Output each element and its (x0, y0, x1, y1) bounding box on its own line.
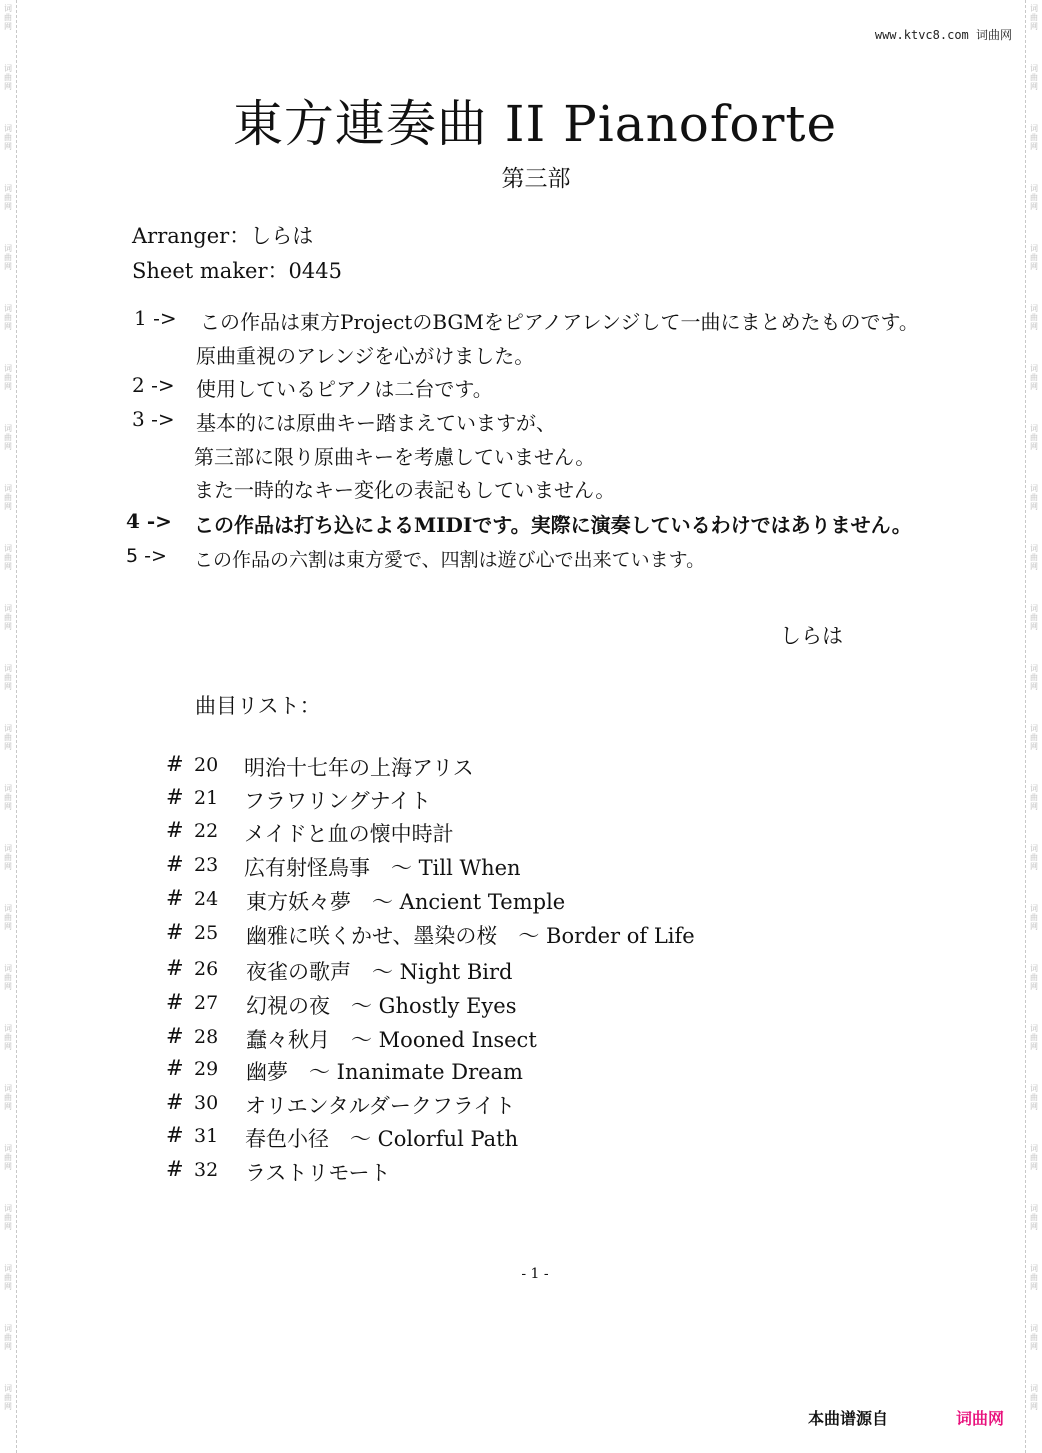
track-number: 26 (194, 958, 219, 980)
watermark-mark: 词 曲 网 (4, 4, 12, 31)
watermark-mark: 词 曲 网 (4, 964, 12, 991)
note-number: 1 -> (134, 306, 177, 330)
watermark-mark: 词 曲 网 (4, 904, 12, 931)
track-hash: # (166, 852, 184, 876)
footer-source-label: 本曲谱源自 (808, 1409, 889, 1428)
track-number: 28 (194, 1026, 219, 1048)
watermark-mark: 词 曲 网 (4, 784, 12, 811)
track-number: 22 (194, 820, 219, 842)
track-number: 29 (194, 1058, 219, 1080)
watermark-mark: 词 曲 网 (4, 364, 12, 391)
note-number: 4 -> (126, 509, 172, 533)
watermark-mark: 词 曲 网 (1030, 424, 1038, 451)
watermark-mark: 词 曲 网 (1030, 64, 1038, 91)
watermark-mark: 词 曲 网 (1030, 1204, 1038, 1231)
track-hash: # (166, 920, 184, 944)
watermark-mark: 词 曲 网 (1030, 1384, 1038, 1411)
page-title: 東方連奏曲 II Pianoforte (232, 95, 838, 153)
page-subtitle: 第三部 (501, 166, 571, 192)
track-number: 30 (194, 1092, 219, 1114)
track-number: 25 (194, 922, 219, 944)
arranger-line: Arranger：しらは (132, 224, 314, 248)
note-line: 第三部に限り原曲キーを考慮していません。 (194, 445, 596, 469)
watermark-mark: 词 曲 网 (1030, 1024, 1038, 1051)
track-hash: # (166, 1024, 184, 1048)
track-title: 春色小径 ～ Colorful Path (245, 1127, 519, 1151)
track-hash: # (166, 990, 184, 1014)
note-number: 2 -> (132, 373, 175, 397)
note-line: また一時的なキー変化の表記もしていません。 (194, 478, 616, 502)
watermark-mark: 词 曲 网 (4, 1144, 12, 1171)
note-line: 基本的には原曲キー踏まえていますが、 (196, 411, 556, 435)
watermark-mark: 词 曲 网 (4, 1384, 12, 1411)
track-hash: # (166, 818, 184, 842)
watermark-mark: 词 曲 网 (1030, 964, 1038, 991)
watermark-mark: 词 曲 网 (4, 544, 12, 571)
track-title: ラストリモート (245, 1161, 391, 1185)
watermark-mark: 词 曲 网 (4, 1324, 12, 1351)
watermark-mark: 词 曲 网 (1030, 1324, 1038, 1351)
note-line: この作品の六割は東方愛で、四割は遊び心で出来ています。 (194, 549, 706, 571)
watermark-mark: 词 曲 网 (1030, 244, 1038, 271)
watermark-mark: 词 曲 网 (1030, 484, 1038, 511)
track-number: 31 (194, 1125, 219, 1147)
watermark-mark: 词 曲 网 (4, 604, 12, 631)
track-title: オリエンタルダークフライト (245, 1094, 516, 1118)
track-title: 東方妖々夢 ～ Ancient Temple (246, 890, 566, 914)
track-number: 21 (194, 787, 219, 809)
track-title: 夜雀の歌声 ～ Night Bird (246, 960, 513, 984)
note-line: 使用しているピアノは二台です。 (196, 377, 493, 401)
watermark-mark: 词 曲 网 (1030, 604, 1038, 631)
watermark-mark: 词 曲 网 (1030, 364, 1038, 391)
watermark-mark: 词 曲 网 (4, 424, 12, 451)
signature: しらは (780, 624, 843, 648)
watermark-mark: 词 曲 网 (4, 1264, 12, 1291)
watermark-mark: 词 曲 网 (4, 244, 12, 271)
watermark-mark: 词 曲 网 (4, 184, 12, 211)
watermark-mark: 词 曲 网 (1030, 844, 1038, 871)
track-hash: # (166, 752, 184, 776)
watermark-mark: 词 曲 网 (1030, 544, 1038, 571)
right-watermark-strip (1025, 0, 1042, 1453)
watermark-mark: 词 曲 网 (1030, 1264, 1038, 1291)
watermark-mark: 词 曲 网 (4, 64, 12, 91)
track-list-title: 曲目リスト： (195, 694, 321, 718)
note-number: 5 -> (126, 545, 167, 567)
watermark-mark: 词 曲 网 (1030, 1084, 1038, 1111)
watermark-mark: 词 曲 网 (4, 724, 12, 751)
site-url[interactable]: www.ktvc8.com 词曲网 (874, 28, 1012, 42)
watermark-mark: 词 曲 网 (1030, 664, 1038, 691)
note-line: この作品は打ち込によるMIDIです。実際に演奏しているわけではありません。 (194, 513, 912, 537)
track-number: 24 (194, 888, 219, 910)
watermark-mark: 词 曲 网 (1030, 124, 1038, 151)
watermark-mark: 词 曲 网 (4, 844, 12, 871)
track-title: 広有射怪鳥事 ～ Till When (244, 856, 521, 880)
watermark-mark: 词 曲 网 (4, 304, 12, 331)
track-number: 27 (194, 992, 219, 1014)
watermark-mark: 词 曲 网 (4, 484, 12, 511)
track-title: 幻視の夜 ～ Ghostly Eyes (246, 994, 517, 1018)
track-title: メイドと血の懐中時計 (244, 822, 454, 846)
watermark-mark: 词 曲 网 (1030, 1144, 1038, 1171)
track-hash: # (166, 1056, 184, 1080)
sheet-maker-line: Sheet maker：0445 (132, 259, 342, 283)
watermark-mark: 词 曲 网 (1030, 304, 1038, 331)
watermark-mark: 词 曲 网 (1030, 784, 1038, 811)
watermark-mark: 词 曲 网 (4, 1204, 12, 1231)
track-hash: # (166, 886, 184, 910)
watermark-mark: 词 曲 网 (1030, 4, 1038, 31)
track-hash: # (166, 785, 184, 809)
track-number: 23 (194, 854, 219, 876)
watermark-mark: 词 曲 网 (4, 124, 12, 151)
note-line: 原曲重視のアレンジを心がけました。 (196, 344, 535, 368)
track-hash: # (166, 1157, 184, 1181)
track-title: 蠢々秋月 ～ Mooned Insect (246, 1028, 537, 1052)
track-hash: # (166, 956, 184, 980)
note-number: 3 -> (132, 407, 175, 431)
track-hash: # (166, 1123, 184, 1147)
track-number: 20 (194, 754, 219, 776)
watermark-mark: 词 曲 网 (4, 1084, 12, 1111)
watermark-mark: 词 曲 网 (1030, 184, 1038, 211)
watermark-mark: 词 曲 网 (1030, 904, 1038, 931)
left-watermark-strip (0, 0, 17, 1453)
watermark-mark: 词 曲 网 (4, 664, 12, 691)
note-line: この作品は東方ProjectのBGMをピアノアレンジして一曲にまとめたものです。 (200, 310, 919, 334)
watermark-mark: 词 曲 网 (1030, 724, 1038, 751)
track-title: フラワリングナイト (244, 789, 432, 813)
track-title: 幽雅に咲くかせ、墨染の桜 ～ Border of Life (246, 924, 695, 948)
track-title: 幽夢 ～ Inanimate Dream (246, 1060, 523, 1084)
page-number: - 1 - (521, 1266, 549, 1282)
watermark-mark: 词 曲 网 (4, 1024, 12, 1051)
track-title: 明治十七年の上海アリス (244, 756, 474, 780)
track-hash: # (166, 1090, 184, 1114)
footer-brand-link[interactable]: 词曲网 (956, 1409, 1005, 1428)
track-number: 32 (194, 1159, 219, 1181)
